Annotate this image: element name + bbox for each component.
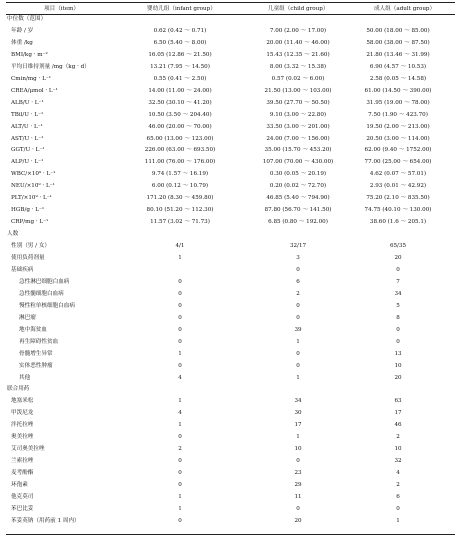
row-label: 年龄 / 岁 — [11, 27, 34, 34]
row-label: 急性髓细胞白血病 — [19, 290, 64, 297]
table-row — [0, 218, 461, 227]
row-label: 淋巴瘤 — [19, 314, 36, 321]
child-value: 0.20 (0.02 ～ 72.70) — [269, 183, 327, 190]
adult-value: 38.60 (1.6 ～ 205.1) — [369, 219, 427, 226]
adult-value: 6.90 (4.57 ～ 10.53) — [369, 63, 427, 70]
table-row — [0, 51, 461, 60]
child-value: 46.85 (5.40 ～ 794.90) — [266, 195, 330, 202]
child-value: 23 — [294, 470, 302, 477]
row-label: 平均日维持剂量 /mg（kg · d） — [11, 63, 90, 70]
child-value: 32/17 — [289, 243, 307, 250]
row-label: CREA/μmol · L⁻¹ — [11, 87, 58, 94]
infant-value: 65.00 (13.00 ～ 123.00) — [146, 135, 214, 142]
adult-value: 74.75 (40.10 ～ 130.00) — [364, 207, 432, 214]
table-row — [0, 338, 461, 347]
adult-value: 10 — [394, 362, 402, 369]
adult-value: 75.20 (2.10 ～ 835.50) — [366, 195, 430, 202]
table-row — [0, 481, 461, 490]
infant-value: 0 — [178, 314, 182, 321]
child-value: 10 — [294, 446, 302, 453]
child-value: 2 — [296, 290, 300, 297]
infant-value: 9.74 (1.57 ～ 16.19) — [151, 171, 209, 178]
table-row — [0, 385, 461, 394]
row-label: 奥美拉唑 — [11, 434, 34, 441]
table-row — [0, 266, 461, 275]
infant-value: 0.55 (0.41 ～ 2.50) — [153, 75, 207, 82]
table-row — [0, 505, 461, 514]
row-label: BMI/kg · m⁻² — [11, 51, 48, 58]
table-row — [0, 170, 461, 179]
child-value: 0 — [296, 458, 300, 465]
row-label: 他克莫司 — [11, 494, 34, 500]
child-value: 0 — [296, 266, 300, 273]
child-value: 1 — [296, 338, 300, 345]
adult-value: 2 — [396, 482, 400, 489]
table-row — [0, 39, 461, 48]
infant-value: 0 — [178, 458, 182, 465]
table-row — [0, 397, 461, 406]
adult-value: 0 — [396, 326, 400, 333]
row-label: PLT/×10⁹ · L⁻¹ — [11, 195, 52, 202]
table-row — [0, 493, 461, 502]
infant-value: 0 — [178, 326, 182, 333]
child-value: 17 — [294, 422, 302, 429]
infant-value: 0 — [178, 470, 182, 477]
adult-value: 13 — [394, 350, 402, 357]
table-row — [0, 206, 461, 215]
row-label: 泮托拉唑 — [11, 422, 34, 429]
child-value: 24.00 (7.00 ～ 156.00) — [266, 135, 330, 142]
adult-value: 17 — [394, 410, 402, 417]
row-label: 使用负荷剂量 — [11, 255, 45, 261]
infant-value: 1 — [178, 494, 182, 500]
table-row — [0, 290, 461, 299]
infant-value: 16.05 (12.86 ～ 21.50) — [148, 51, 212, 58]
row-label: Cmin/mg · L⁻¹ — [11, 75, 51, 82]
adult-value: 62.00 (9.40 ～ 1752.00) — [364, 147, 432, 154]
row-label: NEU/×10⁹ · L⁻¹ — [11, 183, 55, 190]
adult-value: 4 — [396, 470, 400, 477]
infant-value: 4/1 — [175, 243, 185, 250]
infant-value: 0 — [178, 362, 182, 369]
row-label: 联合用药 — [7, 386, 30, 393]
adult-value: 50.00 (18.00 ～ 85.00) — [366, 27, 430, 34]
table-row — [0, 99, 461, 108]
adult-value: 20.50 (3.00 ～ 114.00) — [366, 135, 430, 142]
adult-value: 2.58 (0.05 ～ 14.58) — [369, 75, 427, 82]
infant-value: 111.00 (76.00 ～ 176.00) — [144, 159, 216, 166]
row-label: 人数 — [7, 231, 19, 238]
table-row — [0, 158, 461, 167]
infant-value: 0 — [178, 290, 182, 297]
row-label: ALT/U · L⁻¹ — [11, 123, 43, 130]
infant-value: 1 — [178, 505, 182, 512]
row-label: 环孢素 — [11, 482, 28, 489]
adult-value: 2.93 (0.01 ～ 42.92) — [369, 183, 427, 190]
adult-value: 0 — [396, 338, 400, 345]
child-value: 3 — [296, 255, 300, 261]
infant-value: 11.57 (3.02 ～ 71.73) — [150, 219, 210, 226]
child-value: 33.50 (3.00 ～ 201.00) — [266, 123, 330, 130]
table-row — [0, 15, 461, 24]
table-row — [0, 63, 461, 72]
adult-value: 4.62 (0.07 ～ 57.01) — [369, 171, 427, 178]
child-value: 6.85 (0.80 ～ 192.00) — [268, 219, 328, 226]
infant-value: 0 — [178, 338, 182, 345]
infant-value: 6.50 (5.40 ～ 8.00) — [153, 39, 207, 46]
adult-value: 1 — [396, 517, 400, 524]
infant-value: 0 — [178, 482, 182, 489]
child-value: 0.57 (0.02 ～ 6.00) — [271, 75, 325, 82]
infant-value: 32.50 (30.10 ～ 41.20) — [148, 99, 212, 106]
child-value: 9.10 (3.00 ～ 22.80) — [269, 111, 327, 118]
row-label: 中位数（范围） — [7, 16, 47, 22]
row-label: 慢性粒单核细胞白血病 — [19, 302, 75, 309]
child-value: 35.00 (15.70 ～ 453.20) — [264, 147, 332, 154]
row-label: 兰索拉唑 — [11, 458, 34, 465]
child-value: 0 — [296, 302, 300, 309]
table-row — [0, 135, 461, 144]
adult-value: 31.95 (19.00 ～ 78.00) — [366, 99, 430, 106]
infant-value: 0 — [178, 302, 182, 309]
header-adult-group: 成人组（adult group） — [374, 6, 436, 12]
header-infant-group: 婴幼儿组（infant group） — [147, 6, 216, 12]
row-label: 苯巴比妥 — [11, 505, 34, 512]
row-label: 基础疾病 — [11, 266, 34, 273]
infant-value: 13.21 (7.95 ～ 14.50) — [150, 63, 210, 70]
infant-value: 4 — [178, 374, 182, 381]
top-rule — [6, 2, 455, 3]
row-label: 甲泼尼龙 — [11, 410, 34, 417]
table-row — [0, 111, 461, 120]
adult-value: 7.50 (1.90 ～ 423.70) — [368, 111, 428, 118]
adult-value: 65/35 — [389, 243, 407, 250]
child-value: 8.00 (3.32 ～ 15.38) — [269, 63, 327, 70]
table-row — [0, 517, 461, 526]
child-value: 21.50 (13.00 ～ 103.00) — [264, 87, 332, 94]
table-row — [0, 242, 461, 251]
infant-value: 4 — [178, 410, 182, 417]
row-label: ALP/U · L⁻¹ — [11, 159, 44, 166]
row-label: 急性淋巴细胞白血病 — [19, 278, 70, 285]
child-value: 39.50 (27.70 ～ 50.50) — [266, 99, 330, 106]
header-item: 项目（item） — [44, 6, 80, 12]
adult-value: 34 — [394, 290, 402, 297]
table-row — [0, 409, 461, 418]
adult-value: 2 — [396, 434, 400, 441]
row-label: 麦考酚酯 — [11, 470, 34, 477]
table-row — [0, 254, 461, 263]
bottom-rule — [6, 534, 455, 535]
child-value: 107.00 (70.00 ～ 430.00) — [262, 159, 334, 166]
adult-value: 21.80 (13.46 ～ 31.99) — [366, 51, 430, 58]
child-value: 0 — [296, 350, 300, 357]
adult-value: 8 — [396, 314, 400, 321]
child-value: 20 — [294, 517, 302, 524]
infant-value: 0.62 (0.42 ～ 0.71) — [153, 27, 207, 34]
adult-value: 77.00 (25.00 ～ 654.00) — [364, 159, 432, 166]
adult-value: 46 — [394, 422, 402, 429]
header-child-group: 儿童组（child group） — [268, 6, 329, 12]
infant-value: 226.00 (63.00 ～ 693.50) — [144, 147, 216, 154]
adult-value: 6 — [396, 494, 400, 500]
child-value: 1 — [296, 434, 300, 441]
row-label: 地塞米松 — [11, 398, 34, 405]
child-value: 6 — [296, 278, 300, 285]
infant-value: 0 — [178, 434, 182, 441]
child-value: 0 — [296, 314, 300, 321]
infant-value: 1 — [178, 398, 182, 405]
infant-value: 10.50 (3.50 ～ 204.40) — [148, 111, 212, 118]
table-row — [0, 421, 461, 430]
adult-value: 5 — [396, 302, 400, 309]
infant-value: 171.20 (8.30 ～ 459.80) — [146, 195, 214, 202]
infant-value: 1 — [178, 422, 182, 429]
table-row — [0, 314, 461, 323]
infant-value: 0 — [178, 278, 182, 285]
adult-value: 20 — [394, 255, 402, 261]
child-value: 11 — [294, 494, 302, 500]
row-label: 再生障碍性贫血 — [19, 338, 59, 345]
adult-value: 61.00 (14.50 ～ 390.00) — [364, 87, 432, 94]
row-label: CRP/mg · L⁻¹ — [11, 219, 49, 226]
table-row — [0, 457, 461, 466]
table-row — [0, 362, 461, 371]
adult-value: 7 — [396, 278, 400, 285]
table-row — [0, 374, 461, 383]
child-value: 39 — [294, 326, 302, 333]
adult-value: 63 — [394, 398, 402, 405]
child-value: 30 — [294, 410, 302, 417]
infant-value: 1 — [178, 255, 182, 261]
table-row — [0, 302, 461, 311]
row-label: 地中海贫血 — [19, 326, 47, 333]
infant-value: 1 — [178, 350, 182, 357]
table-row — [0, 75, 461, 84]
adult-value: 20 — [394, 374, 402, 381]
adult-value: 58.00 (38.00 ～ 87.50) — [366, 39, 430, 46]
row-label: 苯妥英钠（用药前 1 周内） — [11, 517, 80, 524]
table-row — [0, 194, 461, 203]
adult-value: 0 — [396, 266, 400, 273]
table-row — [0, 433, 461, 442]
table-row — [0, 182, 461, 191]
table-row — [0, 326, 461, 335]
row-label: 艾司奥美拉唑 — [11, 446, 45, 453]
child-value: 15.43 (12.35 ～ 21.60) — [266, 51, 330, 58]
table-row — [0, 27, 461, 36]
child-value: 1 — [296, 374, 300, 381]
infant-value: 46.00 (20.00 ～ 70.00) — [148, 123, 212, 130]
child-value: 29 — [294, 482, 302, 489]
child-value: 34 — [294, 398, 302, 405]
child-value: 0 — [296, 362, 300, 369]
row-label: AST/U · L⁻¹ — [11, 135, 44, 142]
adult-value: 32 — [394, 458, 402, 465]
infant-value: 80.10 (51.20 ～ 112.30) — [146, 207, 214, 214]
row-label: 体重 /kg — [11, 39, 33, 46]
child-value: 0.30 (0.05 ～ 20.19) — [269, 171, 327, 178]
row-label: HGB/g · L⁻¹ — [11, 207, 45, 214]
table-row — [0, 230, 461, 239]
infant-value: 6.00 (0.12 ～ 10.79) — [151, 183, 209, 190]
child-value: 0 — [296, 505, 300, 512]
infant-value: 2 — [178, 446, 182, 453]
adult-value: 10 — [394, 446, 402, 453]
row-label: WBC/×10⁹ · L⁻¹ — [11, 171, 56, 178]
adult-value: 19.50 (2.00 ～ 213.00) — [366, 123, 430, 130]
table-row — [0, 445, 461, 454]
child-value: 7.00 (2.00 ～ 17.00) — [269, 27, 327, 34]
table-row — [0, 87, 461, 96]
table-row — [0, 469, 461, 478]
table-row — [0, 278, 461, 287]
row-label: ALB/U · L⁻¹ — [11, 99, 44, 106]
table-row — [0, 146, 461, 155]
table-row — [0, 350, 461, 359]
row-label: 其他 — [19, 374, 31, 381]
infant-value: 14.00 (11.00 ～ 24.00) — [148, 87, 212, 94]
child-value: 87.80 (56.70 ～ 141.50) — [264, 207, 332, 214]
table-row — [0, 123, 461, 132]
row-label: 实体恶性肿瘤 — [19, 362, 53, 369]
row-label: 骨髓增生异常 — [19, 350, 53, 357]
infant-value: 0 — [178, 517, 182, 524]
row-label: 性别（男 / 女） — [11, 243, 51, 250]
row-label: TBil/U · L⁻¹ — [11, 111, 44, 118]
row-label: GGT/U · L⁻¹ — [11, 147, 45, 154]
adult-value: 0 — [396, 505, 400, 512]
child-value: 20.00 (11.40 ～ 46.00) — [266, 39, 330, 46]
